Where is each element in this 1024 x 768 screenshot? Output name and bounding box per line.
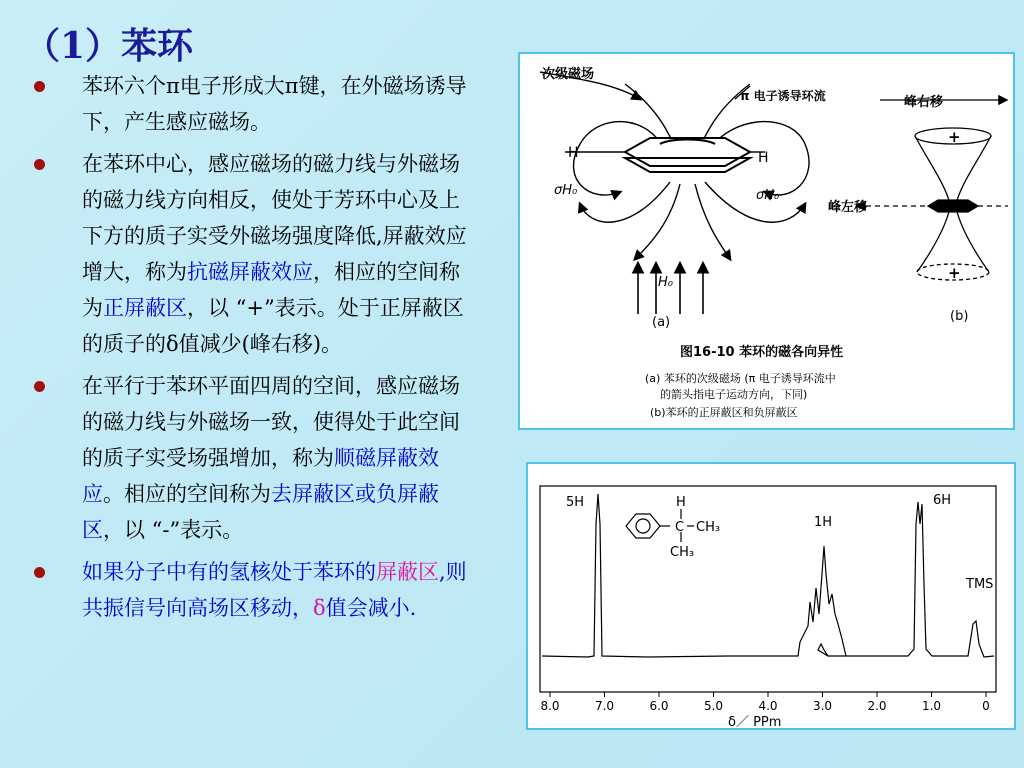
spectrum-frame bbox=[540, 486, 996, 692]
peak-1h-label: 1H bbox=[814, 515, 833, 530]
shift-right-label: 峰右移 bbox=[904, 95, 944, 110]
bullet-text: 在平行于苯环平面四周的空间，感应磁场的磁力线与外磁场一致，使得处于此空间的质子实受场强增加，称为 bbox=[82, 374, 460, 470]
bullet-dot-icon bbox=[34, 381, 45, 392]
bullet-dot-icon bbox=[34, 567, 45, 578]
axis-tick-label: 5.0 bbox=[703, 699, 724, 713]
plus-top-label: + bbox=[948, 128, 961, 146]
struct-h-label: H bbox=[676, 495, 686, 510]
secondary-field-label: 次级磁场 bbox=[542, 67, 595, 82]
peak-6h-label: 6H bbox=[933, 493, 952, 508]
panel-a-label: (a) bbox=[652, 315, 671, 330]
struct-ch3-bottom-label: CH₃ bbox=[670, 545, 695, 560]
bullet-text: 苯环六个π电子形成大π键，在外磁场诱导下，产生感应磁场。 bbox=[82, 74, 467, 134]
figure-caption-line3: (b)苯环的正屏蔽区和负屏蔽区 bbox=[650, 406, 798, 419]
bullet-text: 在苯环中心，感应磁场的磁力线与外磁场的磁力线方向相反，使处于芳环中心及上下方的质子实受外磁场强度降低,屏蔽效应增大，称为 bbox=[82, 152, 467, 284]
bullet-text: 顺磁屏蔽效应 bbox=[82, 446, 439, 506]
axis-tick-label: 6.0 bbox=[649, 699, 669, 713]
bullet-text: ，相应的空间称为 bbox=[82, 260, 460, 320]
struct-c-label: C bbox=[675, 520, 685, 535]
bullet-list bbox=[30, 68, 478, 632]
nmr-spectrum-figure bbox=[526, 462, 1016, 730]
figure-caption-line1: (a) 苯环的次级磁场 (π 电子诱导环流中 bbox=[645, 372, 836, 385]
bullet-text: 正屏蔽区 bbox=[103, 296, 187, 320]
h-right-label: H bbox=[758, 150, 769, 166]
bullet-text: ，以 “+”表示。处于正屏蔽区的质子的δ值减少(峰右移)。 bbox=[82, 296, 464, 356]
sigma-right-label: σH₀ bbox=[756, 188, 780, 203]
axis-tick-label: 4.0 bbox=[758, 699, 778, 713]
sigma-left-label: σH₀ bbox=[554, 183, 578, 198]
bullet-dot-icon bbox=[34, 81, 45, 92]
bullet-item bbox=[30, 68, 478, 140]
pi-current-label: π 电子诱导环流 bbox=[740, 89, 826, 103]
bullet-text: 如果分子中有的氢核处于苯环的 bbox=[82, 560, 376, 584]
bullet-text: δ bbox=[313, 596, 326, 620]
figure-caption-line2: 的箭头指电子运动方向，下同) bbox=[660, 388, 808, 401]
anisotropy-figure bbox=[518, 52, 1015, 430]
figure-caption-title: 图16-10 苯环的磁各向异性 bbox=[680, 345, 844, 360]
shielding-cones bbox=[915, 128, 991, 280]
spectrum-trace bbox=[542, 494, 994, 657]
bullet-text: ，以 “-”表示。 bbox=[103, 518, 244, 542]
h-left-label: H bbox=[568, 145, 579, 161]
slide-title: （1）苯环 bbox=[24, 25, 194, 67]
axis-tick-label: 1.0 bbox=[921, 699, 942, 713]
bullet-text: 值会减小. bbox=[325, 596, 417, 620]
peak-5h-label: 5H bbox=[566, 495, 585, 510]
bullet-text: 去屏蔽区或负屏蔽区 bbox=[82, 482, 439, 542]
anisotropy-diagram bbox=[520, 54, 1013, 428]
bullet-text: 抗磁屏蔽效应 bbox=[187, 260, 313, 284]
axis-tick-label: 8.0 bbox=[540, 699, 560, 713]
bullet-item bbox=[30, 146, 478, 362]
bullet-item bbox=[30, 368, 478, 548]
axis-tick-label: 3.0 bbox=[812, 699, 833, 713]
nmr-spectrum bbox=[528, 464, 1014, 728]
bullet-text: ,则共振信号向高场区移动， bbox=[82, 560, 467, 620]
peak-tms-label: TMS bbox=[966, 577, 994, 592]
bullet-text: 。相应的空间称为 bbox=[103, 482, 271, 506]
axis-tick-label: 7.0 bbox=[594, 699, 615, 713]
bullet-text: 屏蔽区 bbox=[376, 560, 439, 584]
h0-label: H₀ bbox=[658, 275, 673, 290]
axis-tick-label: 0 bbox=[982, 699, 990, 713]
panel-b-label: (b) bbox=[950, 309, 969, 324]
axis-tick-label: 2.0 bbox=[867, 699, 887, 713]
axis-ticks bbox=[540, 692, 989, 713]
axis-label: δ／ PPm bbox=[728, 715, 782, 728]
benzene-ring bbox=[565, 138, 765, 172]
bullet-item bbox=[30, 554, 478, 626]
struct-ch3-right-label: CH₃ bbox=[696, 520, 721, 535]
plus-bottom-label: + bbox=[948, 264, 961, 282]
bullet-dot-icon bbox=[34, 159, 45, 170]
shift-left-label: 峰左移 bbox=[828, 200, 868, 215]
